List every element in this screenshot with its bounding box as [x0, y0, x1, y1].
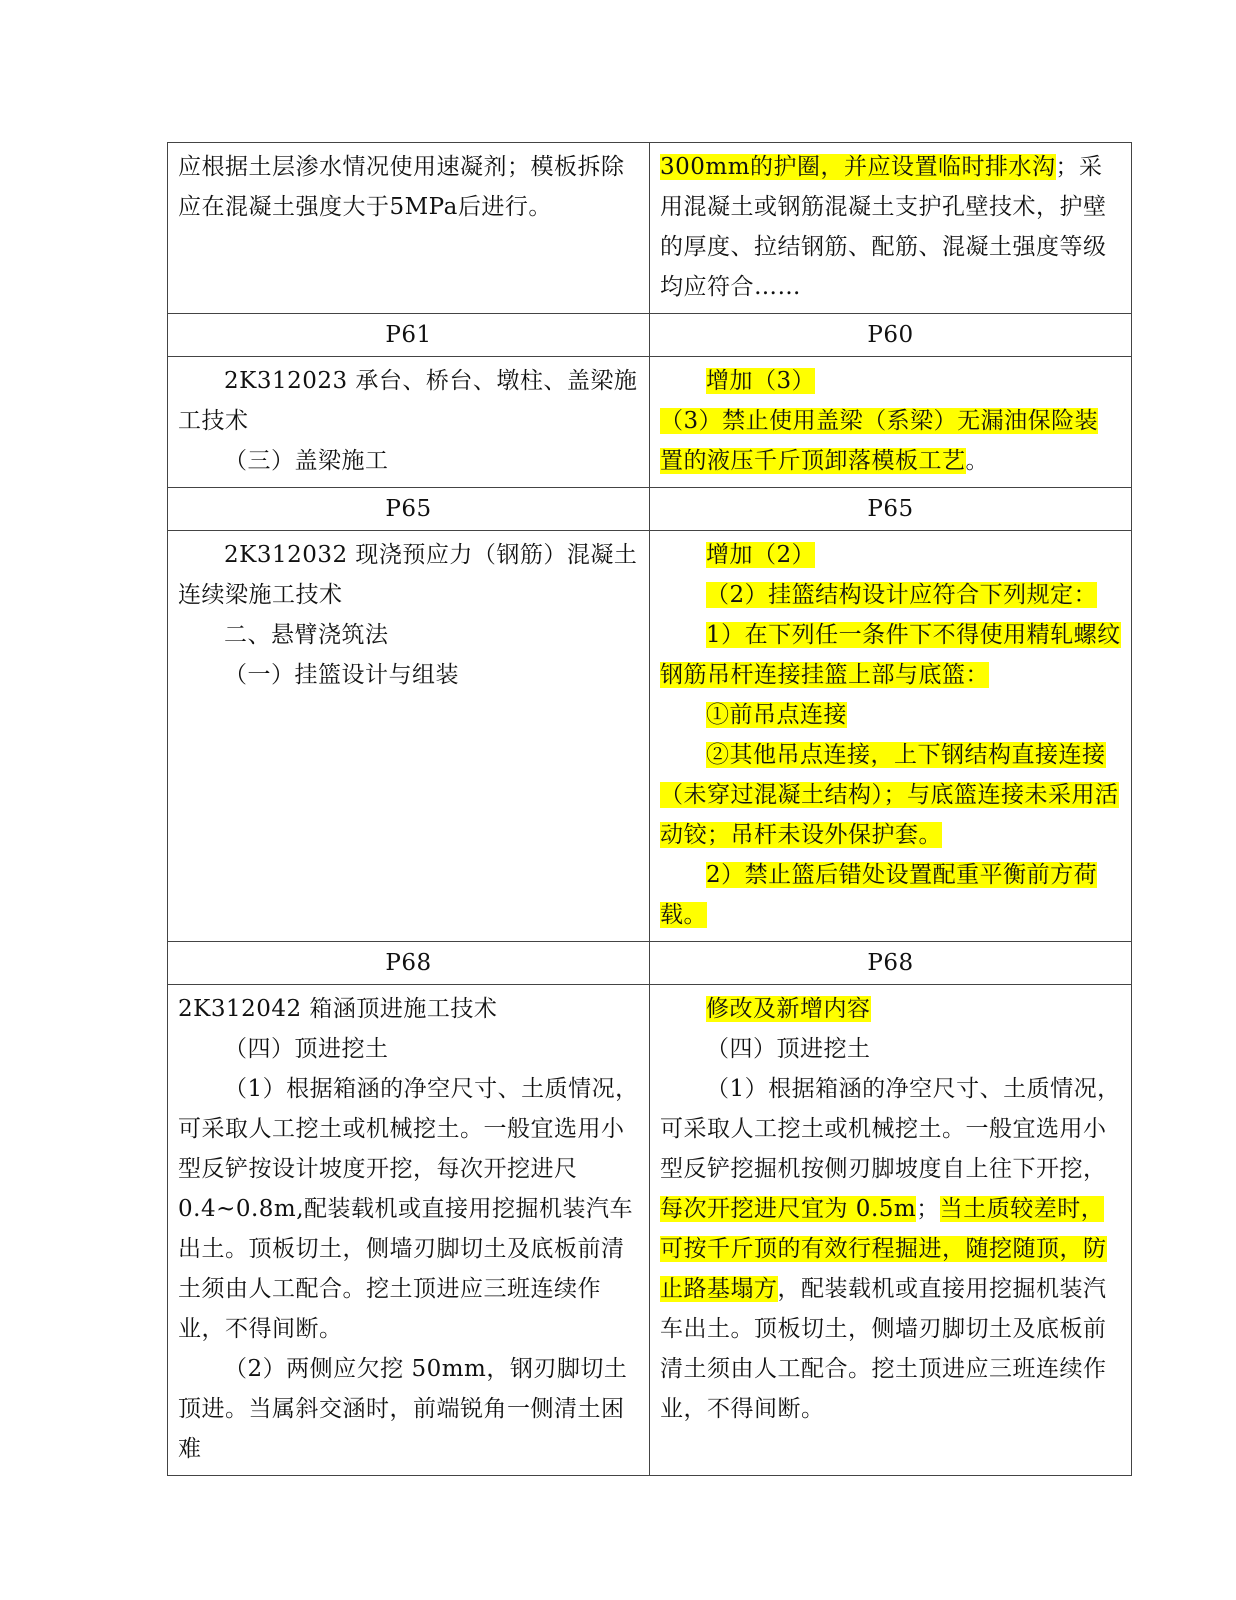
- paragraph: （2）两侧应欠挖 50mm，钢刃脚切土顶进。当属斜交涵时，前端锐角一侧清土困难: [178, 1356, 628, 1462]
- new-text-cell: [650, 985, 1132, 1476]
- new-page-number: P68: [650, 942, 1132, 985]
- highlighted-text: （3）禁止使用盖梁（系梁）无漏油保险装置的液压千斤顶卸落模板工艺: [660, 408, 1099, 474]
- new-page-number: P60: [650, 314, 1132, 357]
- paragraph: [660, 575, 1121, 615]
- new-text-cell: [650, 531, 1132, 942]
- paragraph: [660, 401, 1121, 481]
- text: 。: [965, 448, 989, 474]
- subsection-heading: 二、悬臂浇筑法: [224, 622, 389, 648]
- highlighted-text: （2）挂篮结构设计应符合下列规定：: [706, 582, 1098, 608]
- paragraph: [660, 695, 1121, 735]
- subsection-heading: （三）盖梁施工: [224, 448, 389, 474]
- highlighted-text: 增加（2）: [706, 542, 816, 568]
- old-page-number: P61: [168, 314, 650, 357]
- paragraph: [660, 147, 1121, 307]
- paragraph: [660, 735, 1121, 855]
- new-text-cell: [650, 357, 1132, 488]
- old-text-cell: [168, 143, 650, 314]
- table-row: [168, 143, 1132, 314]
- subsection-heading: （四）顶进挖土: [224, 1036, 389, 1062]
- page-header-row: [168, 488, 1132, 531]
- text: ；: [916, 1196, 940, 1222]
- paragraph: 应根据土层渗水情况使用速凝剂；模板拆除应在混凝土强度大于5MPa后进行。: [178, 154, 625, 220]
- highlighted-text: 300mm的护圈，并应设置临时排水沟: [660, 154, 1056, 180]
- page-header-row: [168, 942, 1132, 985]
- paragraph: [660, 1069, 1121, 1429]
- highlighted-text: 当土质较差时，可按千斤顶的有效行程掘进，随挖随顶，防止路基塌方: [660, 1196, 1107, 1302]
- text: ；采用混凝土或钢筋混凝土支护孔壁技术，护壁的厚度、拉结钢筋、配筋、混凝土强度等级均应符合……: [660, 154, 1107, 300]
- old-text-cell: [168, 985, 650, 1476]
- page-header-row: [168, 314, 1132, 357]
- subsection-heading: （一）挂篮设计与组装: [224, 662, 459, 688]
- new-text-cell: [650, 143, 1132, 314]
- highlighted-text: 每次开挖进尺宜为 0.5m: [660, 1196, 917, 1222]
- highlighted-text: ①前吊点连接: [706, 702, 847, 728]
- highlighted-text: 1）在下列任一条件下不得使用精轧螺纹钢筋吊杆连接挂篮上部与底篮：: [660, 622, 1121, 688]
- comparison-table: [167, 142, 1132, 1476]
- paragraph: [660, 361, 1121, 401]
- paragraph: [660, 535, 1121, 575]
- paragraph: [660, 989, 1121, 1029]
- old-page-number: P68: [168, 942, 650, 985]
- section-heading: 2K312023 承台、桥台、墩柱、盖梁施工技术: [178, 368, 638, 434]
- paragraph: [660, 615, 1121, 695]
- text: ，配装载机或直接用挖掘机装汽车出土。顶板切土，侧墙刃脚切土及底板前清土须由人工配合。挖土顶进应三班连续作业，不得间断。: [660, 1276, 1107, 1422]
- section-heading: 2K312042 箱涵顶进施工技术: [178, 996, 498, 1022]
- old-text-cell: [168, 531, 650, 942]
- old-text-cell: [168, 357, 650, 488]
- old-page-number: P65: [168, 488, 650, 531]
- paragraph: [660, 855, 1121, 935]
- highlighted-text: 修改及新增内容: [706, 996, 871, 1022]
- highlighted-text: ②其他吊点连接，上下钢结构直接连接（未穿过混凝土结构）；与底篮连接未采用活动铰；吊杆未设外保护套。: [660, 742, 1119, 848]
- new-page-number: P65: [650, 488, 1132, 531]
- text: （1）根据箱涵的净空尺寸、土质情况，可采取人工挖土或机械挖土。一般宜选用小型反铲挖掘机按侧刃脚坡度自上往下开挖，: [660, 1076, 1121, 1182]
- table-row: [168, 531, 1132, 942]
- table-row: [168, 985, 1132, 1476]
- highlighted-text: 增加（3）: [706, 368, 816, 394]
- subsection-heading: （四）顶进挖土: [706, 1036, 871, 1062]
- section-heading: 2K312032 现浇预应力（钢筋）混凝土连续梁施工技术: [178, 542, 638, 608]
- paragraph: （1）根据箱涵的净空尺寸、土质情况，可采取人工挖土或机械挖土。一般宜选用小型反铲按设计坡度开挖，每次开挖进尺0.4~0.8m,配装载机或直接用挖掘机装汽车出土。顶板切土，侧墙刃脚切土及底板前清土须由人工配合。挖土顶进应三班连续作业，不得间断。: [178, 1076, 639, 1342]
- highlighted-text: 2）禁止篮后错处设置配重平衡前方荷载。: [660, 862, 1098, 928]
- table-row: [168, 357, 1132, 488]
